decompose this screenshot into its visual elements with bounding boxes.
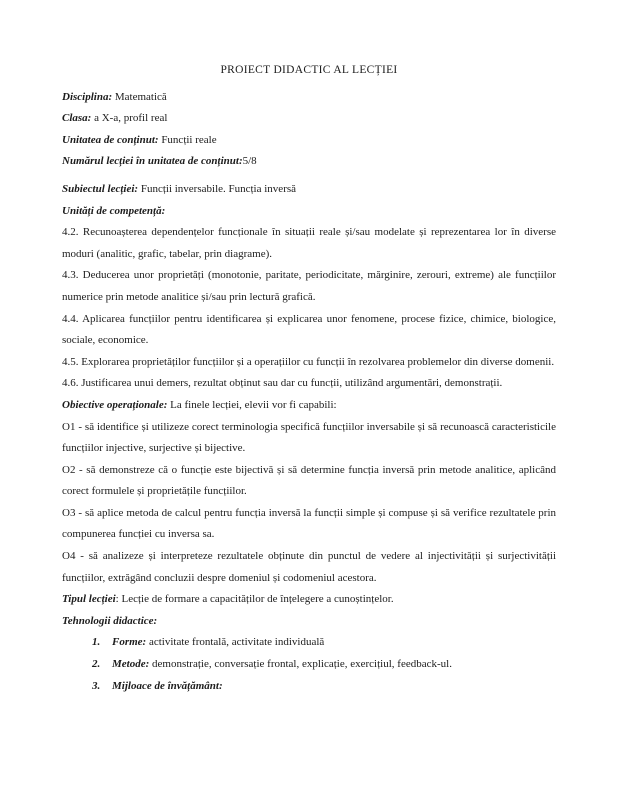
field-disciplina-value: Matematică [114, 90, 167, 103]
list-item-number: 3. [92, 679, 101, 692]
list-item-mijloace [92, 676, 556, 698]
tehnologii-heading [62, 611, 556, 633]
field-clasa-value: a X-a, profil real [94, 112, 168, 125]
obiectiv-item: O1 - să identifice și utilizeze corect terminologia specifică funcțiilor inversabile și să recunoască caracteristicile funcțiilor injective, surjective și bijective. [62, 420, 556, 455]
list-item-label: Metode: [112, 658, 150, 671]
page-title: PROIECT DIDACTIC AL LECȚIEI [220, 64, 398, 76]
list-item-value: demonstrație, conversație frontal, explicație, exercițiul, feedback-ul. [152, 658, 452, 671]
list-item-label: Forme: [112, 636, 147, 649]
competenta-item: 4.6. Justificarea unui demers, rezultat obținut sau dar cu funcții, utilizând argumentări, demonstrații. [62, 377, 503, 390]
field-disciplina [62, 87, 556, 109]
field-unitatea-label: Unitatea de conținut: [62, 133, 159, 146]
list-item-forme [92, 632, 556, 654]
competente-heading [62, 201, 556, 223]
obiective-heading [62, 395, 556, 417]
field-disciplina-label: Disciplina: [62, 90, 113, 103]
obiectiv-item: O4 - să analizeze și interpreteze rezultatele obținute din punctul de vedere al injectivității și surjectivității funcțiilor, extrăgând concluzii despre domeniul și codomeniul acestora. [62, 550, 556, 584]
obiectiv-item: O3 - să aplice metoda de calcul pentru funcția inversă la funcții simple și compuse și să verifice rezultatele prin compunerea funcției cu inversa sa. [62, 506, 556, 541]
field-clasa-label: Clasa: [62, 112, 92, 125]
field-unitatea-value: Funcții reale [161, 133, 217, 146]
field-tipul-label: Tipul lecției [62, 593, 116, 606]
field-subiect [62, 179, 556, 201]
tehnologii-list [62, 632, 556, 697]
meta-section [62, 87, 556, 173]
competente-heading-label: Unități de competență: [62, 204, 166, 217]
field-numarul-value: 5/8 [242, 155, 257, 168]
field-numarul-label: Numărul lecției în unitatea de conținut: [62, 155, 243, 168]
list-item-label: Mijloace de învățământ: [112, 679, 223, 692]
list-item-value: activitate frontală, activitate individuală [148, 636, 325, 649]
field-tipul [62, 589, 556, 611]
competenta-item: 4.3. Deducerea unor proprietăți (monotonie, paritate, periodicitate, mărginire, zerouri, extreme) ale funcțiilor numerice prin metode analitice și/sau prin lectură grafică. [62, 269, 556, 303]
competenta-item: 4.2. Recunoașterea dependențelor funcționale în situații reale și/sau modelate și reprezentarea lor în diverse moduri (analitic, grafic, tabelar, prin diagrame). [62, 226, 556, 260]
field-unitatea [62, 130, 556, 152]
list-item-number: 1. [92, 636, 101, 649]
obiectiv-item: O2 - să demonstreze că o funcție este bijectivă și să determine funcția inversă prin metode analitice, aplicând corect formulele și proprietățile funcțiilor. [62, 463, 556, 498]
obiective-heading-label: Obiective operaționale: [62, 398, 168, 411]
list-item-number: 2. [92, 658, 101, 671]
obiective-intro: La finele lecției, elevii vor fi capabili: [170, 398, 337, 411]
field-numarul [62, 151, 556, 173]
competenta-item: 4.4. Aplicarea funcțiilor pentru identificarea și explicarea unor fenomene, procese fizice, chimice, biologice, sociale, economice. [62, 312, 556, 347]
body-section [62, 179, 556, 697]
field-tipul-value: : Lecție de formare a capacităților de înțelegere a cunoștințelor. [115, 593, 394, 606]
competenta-item: 4.5. Explorarea proprietăților funcțiilor și a operațiilor cu funcții în rezolvarea problemelor din diverse domenii. [62, 355, 555, 368]
tehnologii-heading-label: Tehnologii didactice: [62, 614, 158, 627]
field-subiect-label: Subiectul lecției: [62, 182, 139, 195]
field-clasa [62, 108, 556, 130]
field-subiect-value: Funcții inversabile. Funcția inversă [140, 182, 297, 195]
list-item-metode [92, 654, 556, 676]
